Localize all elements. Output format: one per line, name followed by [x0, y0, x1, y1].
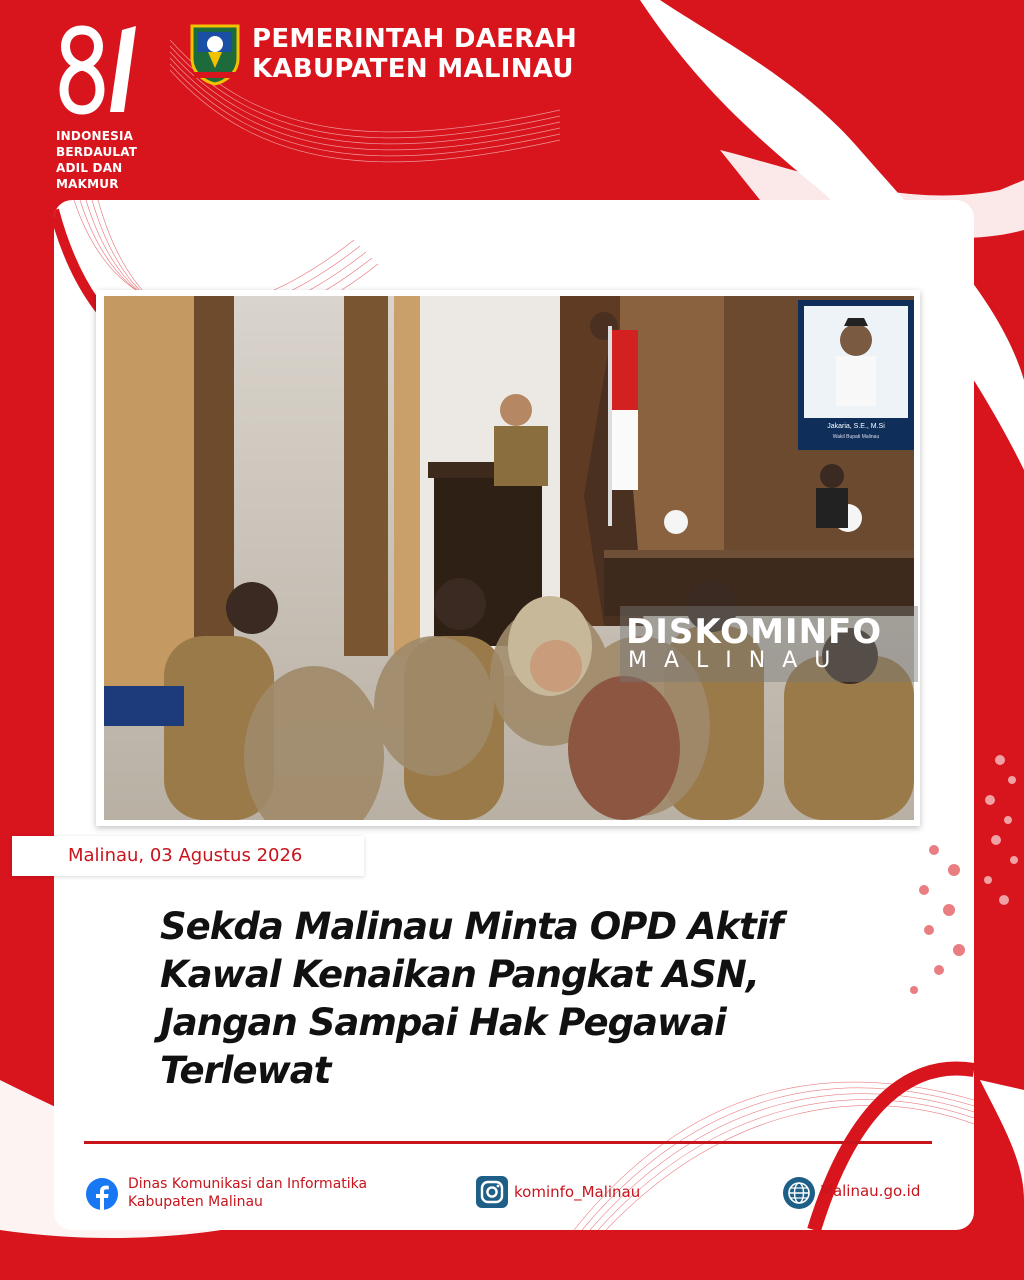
screen-caption: Jakaria, S.E., M.Si — [827, 423, 885, 430]
instagram-link[interactable]: kominfo_Malinau — [514, 1183, 641, 1201]
tagline-line: INDONESIA — [56, 129, 134, 143]
headline-line: Terlewat — [160, 1049, 331, 1092]
headline-line: Sekda Malinau Minta OPD Aktif — [160, 905, 783, 948]
event-photo — [104, 296, 914, 820]
tagline-line: ADIL DAN — [56, 161, 123, 175]
tagline-line: BERDAULAT — [56, 145, 138, 159]
government-title-line2: KABUPATEN MALINAU — [252, 54, 574, 84]
facebook-line2: Kabupaten Malinau — [128, 1194, 263, 1210]
headline-line: Jangan Sampai Hak Pegawai — [160, 1001, 726, 1044]
globe-icon[interactable] — [782, 1176, 816, 1210]
article-date: Malinau, 03 Agustus 2026 — [68, 845, 303, 866]
website-link[interactable]: Malinau.go.id — [820, 1182, 921, 1200]
facebook-icon[interactable] — [86, 1178, 118, 1210]
watermark-line2: MALINAU — [628, 648, 848, 673]
regional-emblem-icon — [188, 22, 242, 86]
screen-subcaption: Wakil Bupati Malinau — [832, 434, 880, 440]
tagline — [56, 128, 137, 192]
headline-line: Kawal Kenaikan Pangkat ASN, — [160, 953, 759, 996]
government-title — [252, 24, 577, 84]
instagram-icon[interactable] — [476, 1176, 508, 1208]
facebook-link[interactable] — [128, 1175, 367, 1211]
article-headline — [160, 903, 880, 1095]
watermark-line1: DISKOMINFO — [626, 612, 883, 652]
footer-divider — [84, 1141, 932, 1144]
facebook-line1: Dinas Komunikasi dan Informatika — [128, 1176, 368, 1192]
tagline-line: MAKMUR — [56, 177, 119, 191]
logo-81-icon — [52, 22, 142, 122]
government-title-line1: PEMERINTAH DAERAH — [252, 24, 578, 54]
